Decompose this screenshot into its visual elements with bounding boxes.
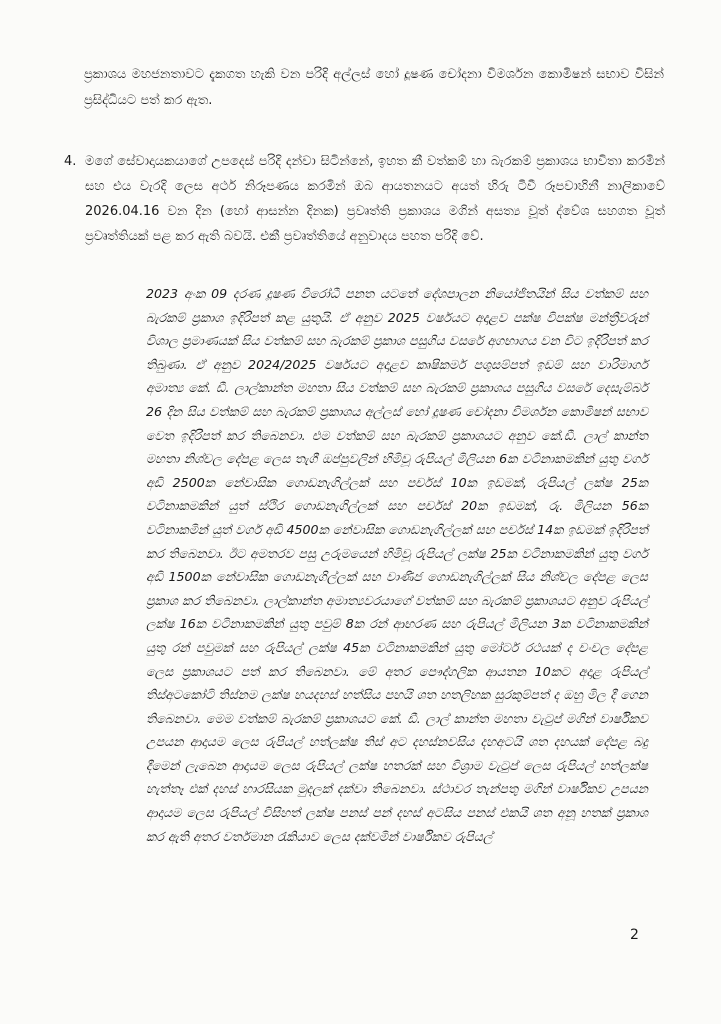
paragraph-text: මගේ සේවාදායකයාගේ උපදෙස් පරිදි දන්වා සිටින්නේ, ඉහත කී වත්කම් හා බැරකම් ප්‍රකාශය භාවිතා කරමින් සහ එය වැරදි ලෙස අර්ථ නිරූපණය කරමින් ඔබ ආයතනයට අයත් හිරු ටීවී රූපවාහිනී නාලිකාවේ 2026.04.16 වන දින (හෝ ආසන්න දිනක) ප්‍රවෘත්ති ප්‍රකාශය මගින් අසත්‍ය වූත් ද්වේශ සහගත වූත් ප්‍රවෘත්තියක් පළ කර ඇති බවයි. එකී ප්‍රවෘත්තියේ අනුවාදය පහත පරිදි වේ.: [85, 154, 665, 244]
quoted-news-text: 2023 අංක 09 දරණ දූෂණ විරෝධී පනත යටතේ දේශපාලන නියෝජිතයින් සිය වත්කම් සහ බැරකම් ප්‍රකාශ ඉදිරිපත් කළ යුතුයි. ඒ අනුව 2025 වර්ෂයට අදාළව පක්ෂ විපක්ෂ මන්ත්‍රීවරුන් විශාල ප්‍රමාණයක් සිය වත්කම් සහ බැරකම් ප්‍රකාශ පසුගිය වසරේ අගභාගය වන විට ඉදිරිපත් කර තිබුණා. ඒ අනුව 2024/2025 වර්ෂයට අදාළව කෘෂිකර්ම පශුසම්පත් ඉඩම් සහ වාරිමාර්ග අමාත්‍ය කේ. ඩී. ලාල්කාන්ත මහතා සිය වත්කම් සහ බැරකම් ප්‍රකාශය පසුගිය වසරේ දෙසැම්බර් 26 දින සිය වත්කම් සහ බැරකම් ප්‍රකාශය අල්ලස් හෝ දූෂණ චෝදනා විමර්ශන කොමිෂන් සභාව වෙත ඉදිරිපත් කර තිබෙනවා. එම වත්කම් සහ බැරකම් ප්‍රකාශයට අනුව කේ.ඩී. ලාල් කාන්ත මහතා නිශ්චල දේපළ ලෙස තැගී ඔප්පුවලින් හිමිවූ රුපියල් මිලියන 6ක වටිනාකමකින් යුතු වර්ග අඩි 2500ක නේවාසික ගොඩනැගිල්ලක් සහ පර්චස් 10ක ඉඩමක්, රුපියල් ලක්ෂ 25ක වටිනාකමකින් යුත් ස්ථිර ගොඩනැගිල්ලක් සහ පර්චස් 20ක ඉඩමක්, රු. මිලියන 56ක වටිනාකමින් යුත් වර්ග අඩි 4500ක නේවාසික ගොඩනැගිල්ලක් සහ පර්චස් 14ක ඉඩමක් ඉදිරිපත් කර තිබෙනවා. ඊට අමතරව පසු උරුමයෙන් හිමිවූ රුපියල් ලක්ෂ 25ක වටිනාකමකින් යුතු වර්ග අඩි 1500ක නේවාසික ගොඩනැගිල්ලක් සහ වාණිජ ගොඩනැගිල්ලක් සිය නිශ්චල දේපළ ලෙස ප්‍රකාශ කර තිබෙනවා. ලාල්කාන්ත අමාත්‍යවරයාගේ වත්කම් සහ බැරකම් ප්‍රකාශයට අනුව රුපියල් ලක්ෂ 16ක වටිනාකමකින් යුතු පවුම් 8ක රන් ආභරණ සහ රුපියල් මිලියන 3ක වටිනාකමකින් යුතු රන් පවුමක් සහ රුපියල් ලක්ෂ 45ක වටිනාකමකින් යුතු මෝටර් රථයක් ද චංචල දේපළ ලෙස ප්‍රකාශයට පත් කර තිබෙනවා. මේ අතර පෞද්ගලික ආයතන 10කට අදාළ රුපියල් තිස්අටකෝටි තිස්නම ලක්ෂ හයදහස් හත්සිය පහයි ශත හතලිහක සුරකුම්පත් ද ඔහු මිල දී ගෙන තිබෙනවා. මෙම වත්කම් බැරකම් ප්‍රකාශයට කේ. ඩී. ලාල් කාන්ත මහතා වැටුප් මගින් වාර්ෂිකව උපයන ආදායම ලෙස රුපියල් හත්ලක්ෂ තිස් අට දහස්නවසිය දහඅටයි ශත දහයක් දේපළ බදු දීමෙන් ලැබෙන ආදායම ලෙස රුපියල් ලක්ෂ හතරක් සහ විශ්‍රාම වැටුප් ලෙස රුපියල් හත්ලක්ෂ හැත්තෑ එක් දහස් හාරසියක මුදලක් දක්වා තිබෙනවා. ස්ථාවර තැන්පතු මගින් වාර්ෂිකව උපයන ආදායම ලෙස රුපියල් විසිහත් ලක්ෂ පනස් පන් දහස් අටසිය පනස් එකයි ශත අනූ හතක් ප්‍රකාශ කර ඇති අතර වර්තමාන රැකියාව ලෙස දක්වමින් වාර්ෂිකව රුපියල්: [146, 286, 648, 844]
paragraph-number: 4.: [64, 154, 77, 169]
continuation-paragraph: ප්‍රකාශය මහජනතාවට දැකගත හැකි වන පරිදි අල්ලස් හෝ දූෂණ චෝදනා විමර්ශන කොමිෂන් සභාව විසින් ප්‍රසිද්ධියට පත් කර ඇත.: [84, 67, 664, 108]
page-number: 2: [630, 927, 639, 943]
